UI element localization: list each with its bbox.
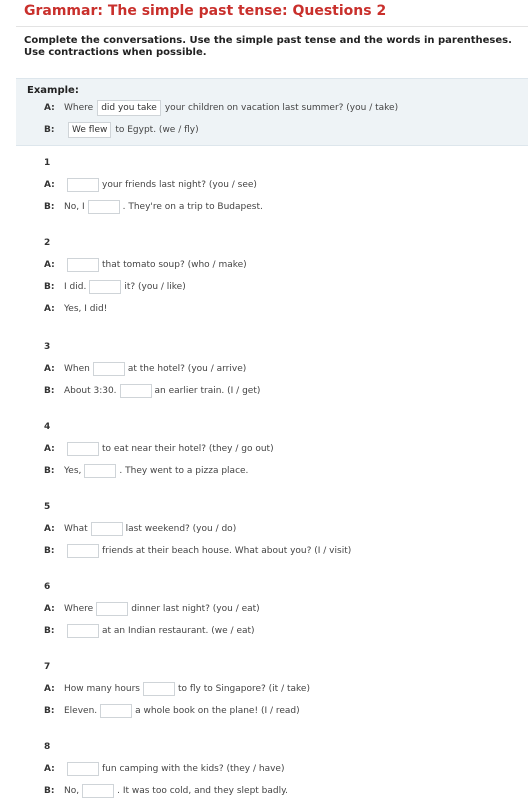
line-text-post: your friends last night? (you / see) — [102, 180, 257, 190]
line-text-pre: Where — [64, 604, 94, 614]
answer-input[interactable] — [84, 464, 116, 478]
line-text-post: that tomato soup? (who / make) — [102, 260, 247, 270]
answer-input[interactable] — [120, 384, 152, 398]
speaker-label: B: — [44, 125, 55, 135]
line-text-post: last weekend? (you / do) — [125, 524, 237, 534]
line-text-post: . They went to a pizza place. — [119, 466, 249, 476]
example-answer: We flew — [68, 122, 111, 138]
answer-input[interactable] — [96, 602, 128, 616]
example-line-b — [44, 121, 199, 139]
speaker-label: B: — [44, 546, 55, 556]
answer-input[interactable] — [67, 544, 99, 558]
line-text-post: to eat near their hotel? (they / go out) — [102, 444, 274, 454]
answer-input[interactable] — [67, 442, 99, 456]
answer-input[interactable] — [67, 624, 99, 638]
answer-input[interactable] — [93, 362, 125, 376]
line-text-pre: How many hours — [64, 684, 140, 694]
question-8-line-2 — [44, 782, 288, 800]
speaker-label: B: — [44, 466, 55, 476]
line-text-pre: Yes, I did! — [64, 304, 108, 314]
question-2-line-3 — [44, 300, 107, 318]
answer-input[interactable] — [67, 258, 99, 272]
question-2-line-2 — [44, 278, 186, 296]
question-7-line-1 — [44, 680, 310, 698]
line-text-post: it? (you / like) — [124, 282, 186, 292]
speaker-label: B: — [44, 706, 55, 716]
question-number-2: 2 — [44, 238, 51, 248]
question-4-line-1 — [44, 440, 274, 458]
line-text-pre: Where — [64, 103, 94, 113]
answer-input[interactable] — [82, 784, 114, 798]
example-heading: Example: — [27, 85, 79, 96]
speaker-label: A: — [44, 364, 55, 374]
line-text-post: at an Indian restaurant. (we / eat) — [102, 626, 255, 636]
speaker-label: A: — [44, 604, 55, 614]
question-number-5: 5 — [44, 502, 51, 512]
question-7-line-2 — [44, 702, 300, 720]
speaker-label: B: — [44, 786, 55, 796]
question-6-line-2 — [44, 622, 255, 640]
question-1-line-1 — [44, 176, 257, 194]
question-number-7: 7 — [44, 662, 51, 672]
page-title: Grammar: The simple past tense: Questions 2 — [24, 3, 387, 19]
answer-input[interactable] — [67, 762, 99, 776]
line-text-post: an earlier train. (I / get) — [154, 386, 261, 396]
line-text-post: . They're on a trip to Budapest. — [122, 202, 263, 212]
question-4-line-2 — [44, 462, 248, 480]
line-text-post: friends at their beach house. What about you? (I / visit) — [102, 546, 352, 556]
line-text-pre: Yes, — [64, 466, 82, 476]
line-text-post: your children on vacation last summer? (you / take) — [164, 103, 399, 113]
line-text-pre: When — [64, 364, 90, 374]
speaker-label: A: — [44, 103, 55, 113]
answer-input[interactable] — [88, 200, 120, 214]
speaker-label: A: — [44, 684, 55, 694]
speaker-label: A: — [44, 180, 55, 190]
speaker-label: A: — [44, 764, 55, 774]
answer-input[interactable] — [143, 682, 175, 696]
question-number-8: 8 — [44, 742, 51, 752]
line-text-post: at the hotel? (you / arrive) — [127, 364, 247, 374]
question-number-6: 6 — [44, 582, 51, 592]
line-text-post: fun camping with the kids? (they / have) — [102, 764, 285, 774]
answer-input[interactable] — [67, 178, 99, 192]
speaker-label: B: — [44, 282, 55, 292]
line-text-pre: No, — [64, 786, 80, 796]
line-text-post: a whole book on the plane! (I / read) — [135, 706, 300, 716]
instructions: Complete the conversations. Use the simple past tense and the words in parentheses. Use contractions when possible. — [24, 35, 512, 58]
line-text-pre: Eleven. — [64, 706, 98, 716]
example-answer: did you take — [97, 100, 161, 116]
speaker-label: A: — [44, 304, 55, 314]
example-box — [16, 78, 528, 146]
question-number-1: 1 — [44, 158, 51, 168]
question-5-line-1 — [44, 520, 236, 538]
line-text-post: to fly to Singapore? (it / take) — [177, 684, 310, 694]
speaker-label: A: — [44, 260, 55, 270]
question-6-line-1 — [44, 600, 260, 618]
speaker-label: B: — [44, 626, 55, 636]
question-number-4: 4 — [44, 422, 51, 432]
question-number-3: 3 — [44, 342, 51, 352]
line-text-post: dinner last night? (you / eat) — [131, 604, 260, 614]
answer-input[interactable] — [91, 522, 123, 536]
line-text-pre: About 3:30. — [64, 386, 117, 396]
speaker-label: A: — [44, 524, 55, 534]
line-text-post: to Egypt. (we / fly) — [115, 125, 199, 135]
speaker-label: B: — [44, 202, 55, 212]
question-5-line-2 — [44, 542, 351, 560]
question-2-line-1 — [44, 256, 247, 274]
question-3-line-2 — [44, 382, 260, 400]
line-text-pre: I did. — [64, 282, 87, 292]
question-3-line-1 — [44, 360, 246, 378]
speaker-label: A: — [44, 444, 55, 454]
question-1-line-2 — [44, 198, 263, 216]
line-text-pre: What — [64, 524, 88, 534]
example-line-a — [44, 99, 398, 117]
title-divider — [16, 26, 528, 27]
answer-input[interactable] — [89, 280, 121, 294]
answer-input[interactable] — [100, 704, 132, 718]
speaker-label: B: — [44, 386, 55, 396]
line-text-post: . It was too cold, and they slept badly. — [117, 786, 289, 796]
question-8-line-1 — [44, 760, 284, 778]
line-text-pre: No, I — [64, 202, 85, 212]
